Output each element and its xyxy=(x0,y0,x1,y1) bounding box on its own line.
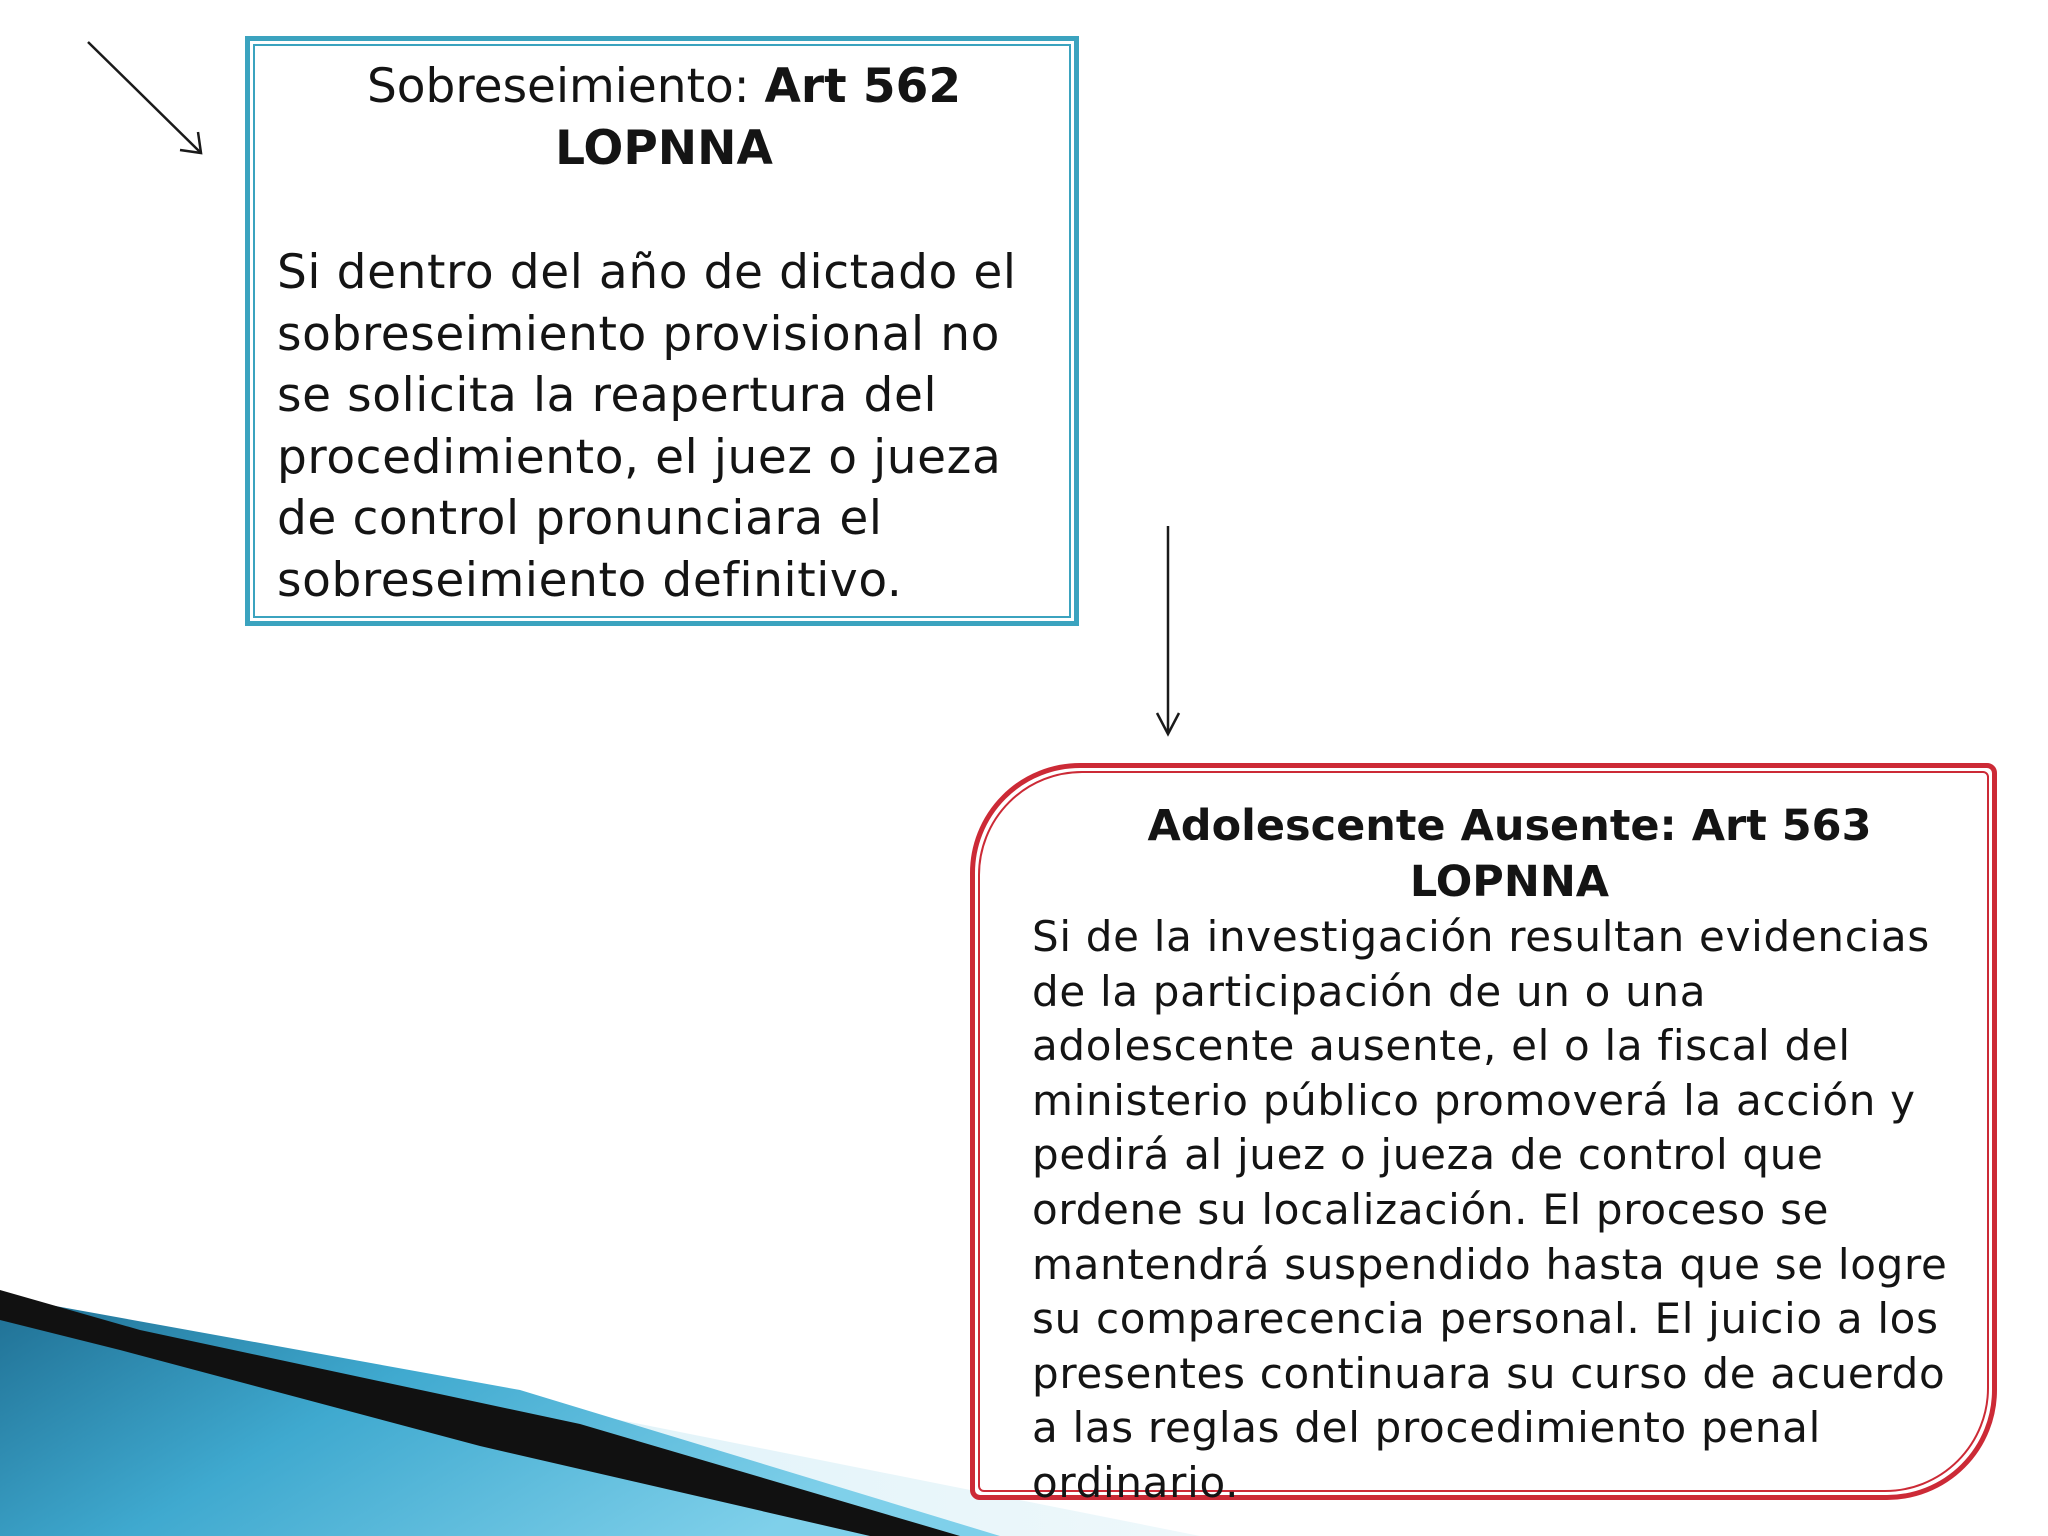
adolescente-ausente-body: Si de la investigación resultan evidencias de la participación de un o una adolescente ausente, el o la fiscal del ministerio público promoverá la acción y pedirá al juez o jueza de control que ordene su localización. El proceso se mantendrá suspendido hasta que se logre su comparecencia personal. El juicio a los presentes continuara su curso de acuerdo a las reglas del procedimiento penal ordinario. xyxy=(1032,912,1948,1507)
adolescente-ausente-box-inner xyxy=(978,771,1989,1507)
sobreseimiento-title-article: Art 562 LOPNNA xyxy=(555,59,962,176)
sobreseimiento-title xyxy=(277,56,1051,180)
adolescente-ausente-title: Adolescente Ausente: Art 563 LOPNNA xyxy=(1147,801,1872,907)
sobreseimiento-title-prefix: Sobreseimiento: xyxy=(366,59,765,114)
diagonal-arrow-icon xyxy=(88,42,201,153)
sobreseimiento-box xyxy=(245,36,1079,626)
sobreseimiento-box-inner xyxy=(253,44,1071,618)
adolescente-ausente-box xyxy=(970,763,1997,1507)
sobreseimiento-body: Si dentro del año de dictado el sobreseimiento provisional no se solicita la reapertura del procedimiento, el juez o jueza de control pronunciara el sobreseimiento definitivo. xyxy=(277,245,1017,608)
down-arrow-icon xyxy=(1157,526,1179,734)
